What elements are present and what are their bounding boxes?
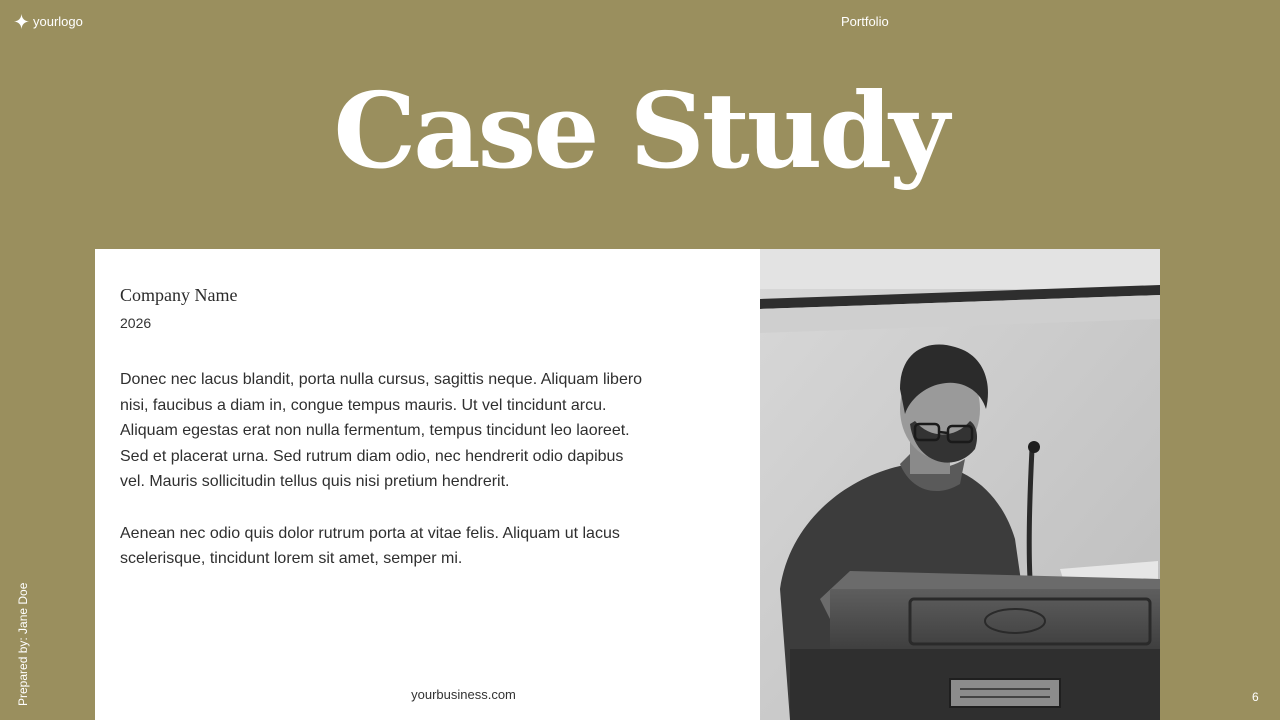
speaker-photo — [760, 249, 1160, 720]
body-text — [120, 367, 650, 572]
page-title: Case Study — [333, 69, 947, 192]
paragraph: Donec nec lacus blandit, porta nulla cursus, sagittis neque. Aliquam libero nisi, faucibus a diam in, congue tempus mauris. Ut vel tincidunt arcu. Aliquam egestas erat non nulla fermentum, tempus tincidunt leo laoreet. Sed et placerat urna. Sed rutrum diam odio, nec hendrerit odio dapibus vel. Mauris sollicitudin tellus quis nisi pretium hendrerit. — [120, 371, 643, 491]
prepared-by: Prepared by: Jane Doe — [16, 582, 30, 706]
content-card — [95, 249, 760, 720]
company-name: Company Name — [120, 285, 238, 305]
paragraph: Aenean nec odio quis dolor rutrum porta at vitae felis. Aliquam ut lacus scelerisque, tincidunt lorem sit amet, semper mi. — [120, 524, 620, 568]
page-number: 6 — [1252, 690, 1259, 704]
logo[interactable] — [14, 14, 83, 29]
sparkle-icon — [14, 14, 29, 29]
logo-text: yourlogo — [33, 14, 83, 29]
nav-portfolio[interactable]: Portfolio — [841, 14, 889, 29]
year: 2026 — [120, 315, 152, 331]
website-link[interactable]: yourbusiness.com — [411, 687, 516, 702]
